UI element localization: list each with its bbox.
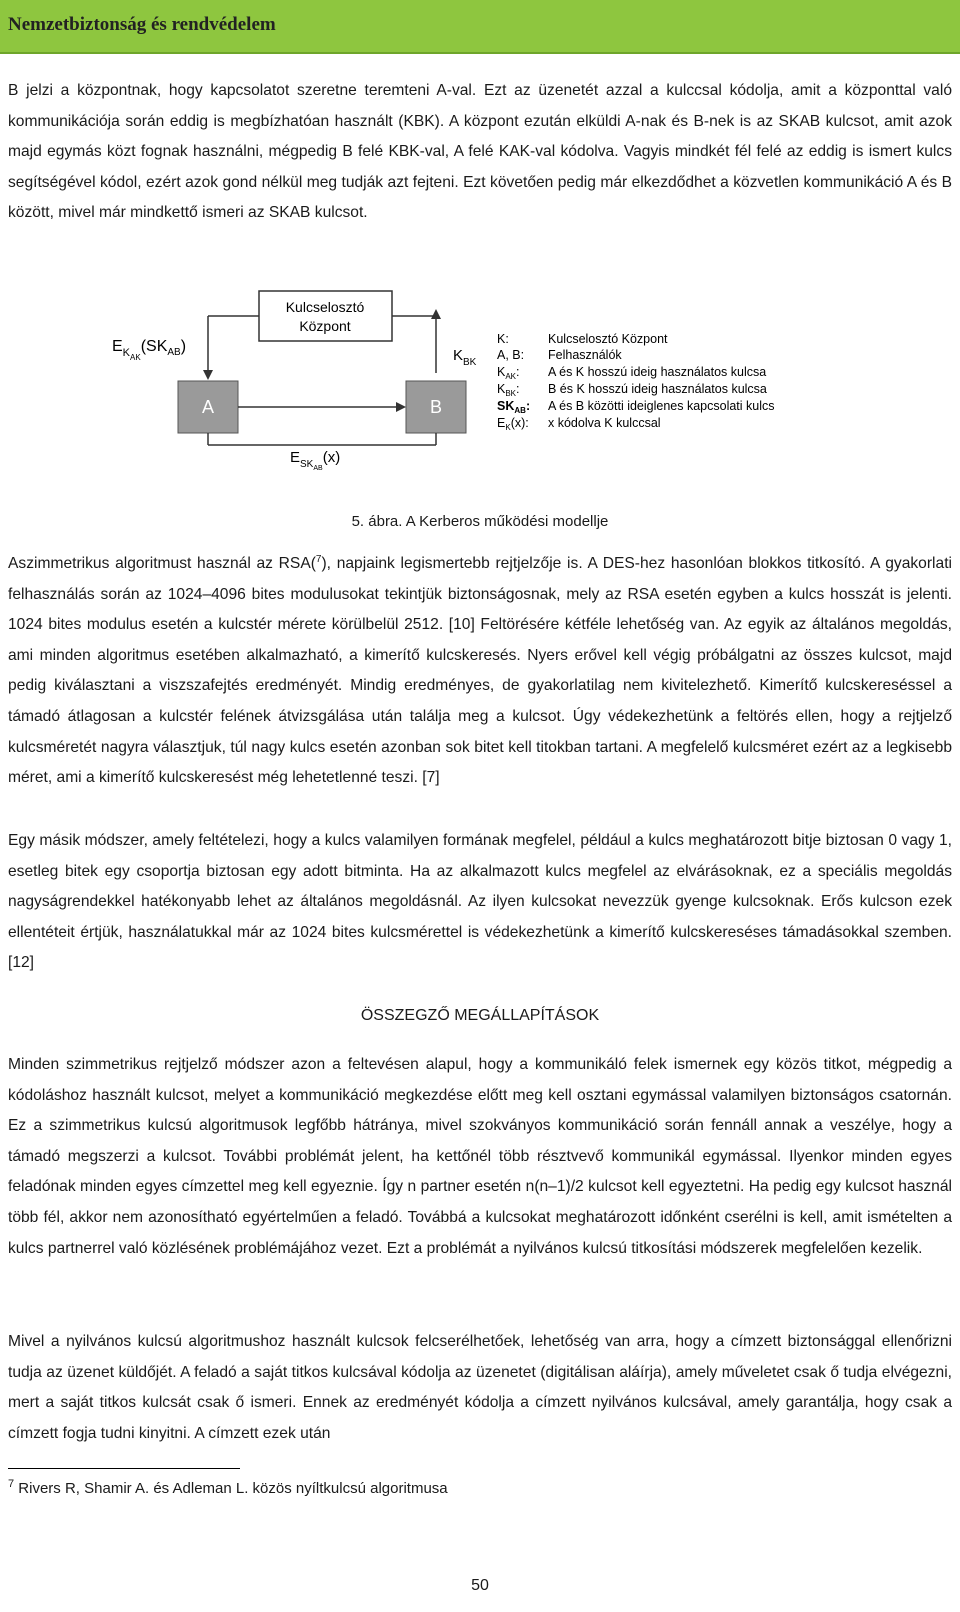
paragraph-summary: Minden szimmetrikus rejtjelző módszer azon a feltevésen alapul, hogy a kommunikáló felek ismernek egy közös titkot, mégpedig a kódoláshoz használt kulcsot, melyet a kommunikáció megkezdése előtt meg kell osztani egymással valamilyen biztonságos csatornán. Ez a szimmetrikus kulcsú algoritmusok legfőbb hátránya, mivel szokványos kommunikáció során fennáll annak a veszélye, hogy a támadó megszerzi a kulcsot. További problémát jelent, ha kettőnél több résztvevő kommunikál egymással. Ilyenkor minden egyes feladónak minden egyes címzettel meg kell egyeznie. Így n partner esetén n(n–1)/2 kulcsot kell egyeztetni. Ha pedig egy kulcsot használ több fél, akkor nem azonosítható egyértelműen a feladó. Továbbá a kulcsokat meghatározott időnként cserélni is kell, amit ismételten a kulcs partnerrel való közlésének problémájához vezet. Ezt a problémát a nyilvános kulcsú titkosítási módszerek megfelelően kezelik. [8,1056,952,1257]
legend-value-1: Felhasználók [548,348,622,362]
right-label: $K_{BK}$ [453,347,477,368]
footnote [8,1478,448,1497]
legend-key-0: K: [497,332,509,346]
legend-value-3: B és K hosszú ideig használatos kulcsa [548,382,767,396]
footnote-divider [8,1468,240,1469]
node-a-label: A [201,397,215,417]
journal-header-band [0,0,960,54]
paragraph-weak-keys: Egy másik módszer, amely feltételezi, hogy a kulcs valamilyen formának megfelel, például a kulcs meghatározott bitje biztosan 0 vagy 1, esetleg bitek egy csoportja biztosan egy adott bitminta. Ha az alkalmazott kulcs megfelel az elvárásoknak, ez a speciális megoldás nagyságrendekkel hatékonyabb lehet az általános megoldásnál. Az ilyen kulcsokat nevezzük gyenge kulcsoknak. Erős kulcson ezek ellentéteit értjük, használatukkal már az 1024 bites kulcsmérettel is védekezhetünk a kimerítő kulcskereséses támadásokkal szemben. [12] [8,832,952,972]
footnote-number: 7 [8,1478,15,1490]
paragraph-intro: B jelzi a központnak, hogy kapcsolatot szeretne teremteni A-val. Ezt az üzenetét azzal a kulccsal kódolja, amit a központtal való kommunikációja során eddig is megbízhatóan használt (KBK). A központ ezután elküldi A-nak és B-nek is az SKAB kulcsot, amit azok majd egymás közt fognak használni, mégpedig B felé KBK-val, A felé KAK-val kódolva. Vagyis mindkét fél felé az eddig is ismert kulcs segítségével kódol, ezért azok gond nélkül meg tudják azt fejteni. Ezt követően pedig már elkezdődhet a közvetlen kommunikáció A és B között, mivel már mindkettő ismeri az SKAB kulcsot. [8,82,952,222]
legend-value-5: x kódolva K kulccsal [548,416,661,430]
legend-value-2: A és K hosszú ideig használatos kulcsa [548,365,767,379]
figure-caption-text: A Kerberos működési modellje [405,513,609,530]
figure-caption [0,513,960,530]
figure-number: 5. ábra. [351,513,403,530]
footnote-ref: 7 [315,553,322,565]
legend-key-4: $SK_{AB}$: [497,399,531,415]
legend-value-0: Kulcselosztó Központ [548,332,668,346]
legend-key-2: $K_{AK}$: [497,365,520,381]
legend-key-5: $E_K(x)$: [497,416,529,432]
bottom-label: $E_{SKAB}(x)$ [290,449,341,472]
left-label: $E_{KAK}(SK_{AB})$ [112,338,187,362]
legend-key-3: $K_{BK}$: [497,382,520,398]
footnote-text: Rivers R, Shamir A. és Adleman L. közös nyíltkulcsú algoritmusa [18,1480,448,1497]
figure-legend [497,332,775,432]
kerberos-diagram [0,285,960,485]
page-number: 50 [471,1577,489,1594]
node-b-label: B [429,397,443,417]
legend-key-1: A, B: [497,348,525,362]
kdc-box-line1: Kulcselosztó [285,299,365,315]
kdc-box-line2: Központ [299,318,351,334]
paragraph-rsa: Aszimmetrikus algoritmust használ az RSA($^7$), napjaink legismertebb rejtjelzője is. A DES-hez hasonlóan blokkos titkosító. A gyakorlati felhasználás során az 1024–4096 bites modulusokat tekintjük biztonságosnak, mely az RSA esetén egyben a kulcs hosszát is jelenti. 1024 bites modulus esetén a kulcstér mérete körülbelül 2512. [10] Feltörésére kétféle lehetőség van. Az egyik az általános megoldás, ami minden algoritmus esetében alkalmazható, a kimerítő kulcskeresés. Nyers erővel kell végig próbálgatni az összes kulcsot, majd pedig kiválasztani a viszszafejtés eredményét. Mindig eredményes, de gyakorlatilag nem kivitelezhető. Kimerítő kulcskereséssel a támadó átlagosan a kulcstér felének átvizsgálása után találja meg a kulcsot. Úgy védekezhetünk a feltörés ellen, hogy a rejtjelző kulcsméretét nagyra választjuk, túl nagy kulcs esetén azonban sok bitet kell titokban tartani. A megfelelő kulcsméret ezért az a legkisebb méret, ami a kimerítő kulcskeresést még lehetetlenné teszi. [7] [8,553,952,787]
legend-value-4: A és B közötti ideiglenes kapcsolati kulcs [548,399,775,413]
paragraph-public-key: Mivel a nyilvános kulcsú algoritmushoz használt kulcsok felcserélhetőek, lehetőség van arra, hogy a címzett biztonsággal ellenőrizni tudja az üzenet küldőjét. A feladó a saját titkos kulcsával kódolja az üzenetet (digitálisan aláírja), amely műveletet csak ő tudja elvégezni, mert a saját titkos kulcsát csak ő ismeri. Ennek az eredményét kódolja a címzett nyilvános kulcsával, amely garantálja, hogy csak a címzett fogja tudni kinyitni. A címzett ezek után [8,1333,952,1442]
journal-title: Nemzetbiztonság és rendvédelem [8,14,276,35]
section-title: ÖSSZEGZŐ MEGÁLLAPÍTÁSOK [360,1007,600,1024]
